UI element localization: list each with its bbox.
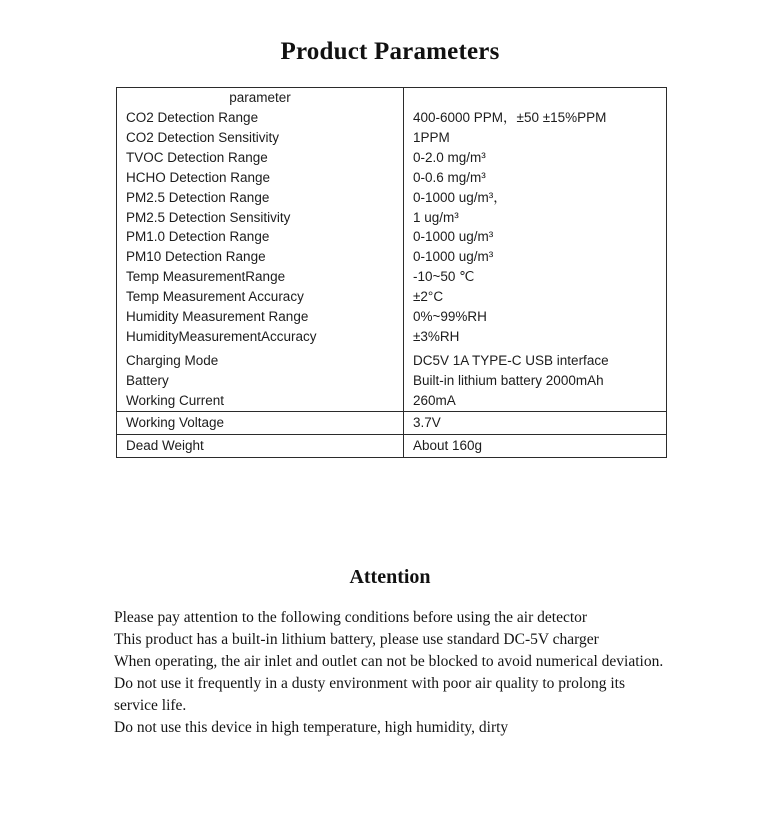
- table-cell-value: 400-6000 PPM，±50 ±15%PPM: [413, 109, 607, 125]
- product-parameters-table: [116, 87, 667, 458]
- page-title: Product Parameters: [280, 38, 500, 65]
- table-cell-value: About 160g: [413, 438, 483, 453]
- table-cell-label: Battery: [126, 372, 169, 388]
- table-cell-value: ±2°C: [413, 289, 444, 305]
- table-row: [117, 411, 667, 434]
- table-cell-label: Charging Mode: [126, 352, 219, 368]
- note-item: Please pay attention to the following conditions before using the air detector: [114, 608, 588, 626]
- table-cell-value: 0-1000 ug/m³: [413, 229, 494, 245]
- table-cell-label: PM10 Detection Range: [126, 249, 266, 265]
- table-cell-value: ±3%RH: [413, 329, 460, 345]
- table-cell-value-container: [404, 411, 667, 434]
- parameter-value-column: [404, 88, 667, 412]
- table-cell-value: 260mA: [413, 392, 456, 408]
- parameter-name-column: [117, 88, 404, 412]
- table-cell-label: HCHO Detection Range: [126, 169, 271, 185]
- table-cell-value: Built-in lithium battery 2000mAh: [413, 372, 604, 388]
- note-item: Do not use this device in high temperature, high humidity, dirty: [114, 718, 509, 736]
- note-item: Do not use it frequently in a dusty environment with poor air quality to prolong its service life.: [114, 674, 625, 714]
- table-cell-value: 1PPM: [413, 129, 450, 145]
- table-cell-label: Humidity Measurement Range: [126, 309, 309, 325]
- product-parameters-table-wrapper: [116, 87, 664, 458]
- table-cell-value: 0%~99%RH: [413, 309, 487, 325]
- table-cell-value: 0-1000 ug/m³，: [413, 189, 507, 205]
- table-cell-label: Working Current: [126, 392, 225, 408]
- attention-heading: Attention: [349, 565, 431, 588]
- column-header-parameter: parameter: [229, 90, 291, 105]
- table-cell-value: DC5V 1A TYPE-C USB interface: [413, 352, 609, 368]
- table-row-group-main: [117, 88, 667, 412]
- table-cell-value: 3.7V: [413, 415, 441, 430]
- table-cell-label: PM2.5 Detection Range: [126, 189, 270, 205]
- table-cell-value: 0-1000 ug/m³: [413, 249, 494, 265]
- table-cell-label-container: [117, 411, 404, 434]
- table-cell-label: Temp Measurement Accuracy: [126, 289, 304, 305]
- table-cell-value: 1 ug/m³: [413, 209, 459, 225]
- table-cell-label: PM1.0 Detection Range: [126, 229, 270, 245]
- table-cell-label: Temp MeasurementRange: [126, 269, 286, 285]
- table-cell-value: 0-0.6 mg/m³: [413, 169, 486, 185]
- table-cell-label: PM2.5 Detection Sensitivity: [126, 209, 291, 225]
- table-cell-label: CO2 Detection Sensitivity: [126, 129, 280, 145]
- table-cell-label: Working Voltage: [126, 415, 225, 430]
- table-cell-label: TVOC Detection Range: [126, 149, 268, 165]
- table-cell-label: CO2 Detection Range: [126, 109, 259, 125]
- table-cell-label-container: [117, 434, 404, 457]
- note-item: This product has a built-in lithium battery, please use standard DC-5V charger: [114, 630, 599, 648]
- table-row: [117, 434, 667, 457]
- table-cell-label: HumidityMeasurementAccuracy: [126, 329, 317, 345]
- table-cell-label: Dead Weight: [126, 438, 204, 453]
- attention-notes: [114, 607, 666, 739]
- table-cell-value-container: [404, 434, 667, 457]
- note-item: When operating, the air inlet and outlet can not be blocked to avoid numerical deviation.: [114, 652, 664, 670]
- table-cell-value: -10~50 ℃: [413, 269, 475, 285]
- column-header-value: [404, 88, 666, 108]
- table-cell-value: 0-2.0 mg/m³: [413, 149, 486, 165]
